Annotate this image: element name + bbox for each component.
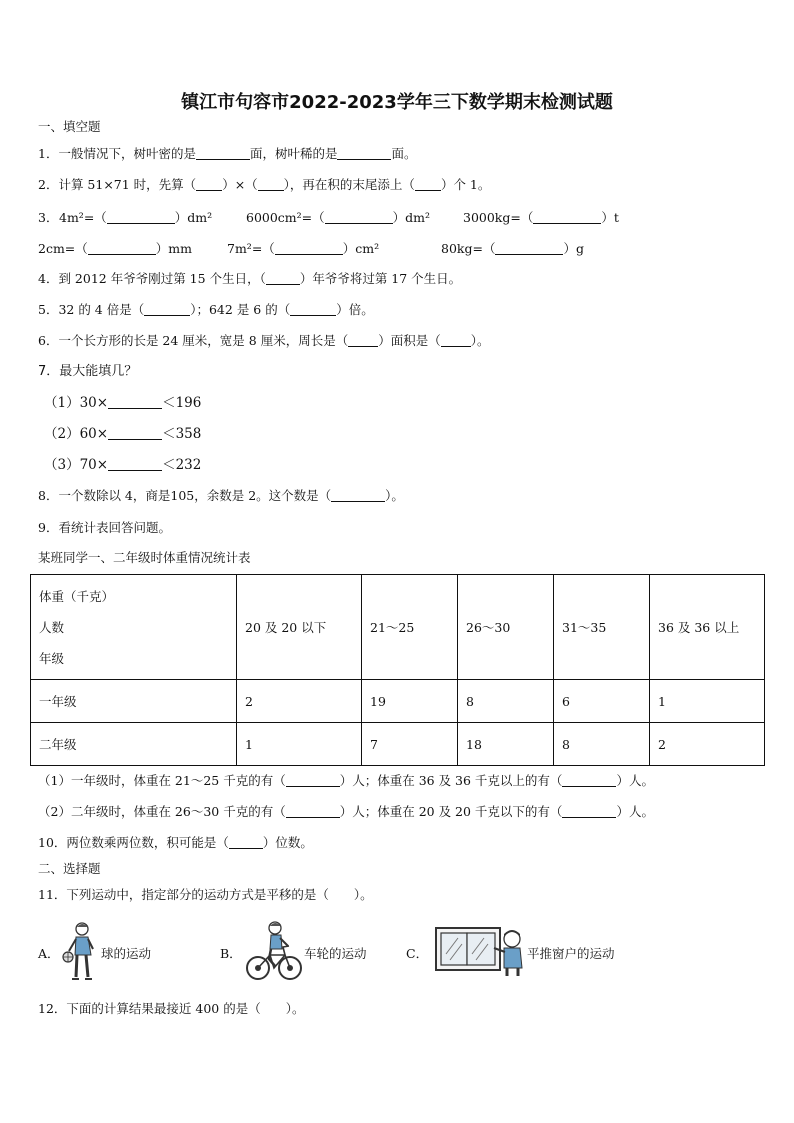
q3-item-pre: 3000kg=（ — [463, 210, 534, 225]
q3-item-post: ）cm² — [342, 241, 380, 256]
answer-blank[interactable] — [415, 178, 441, 191]
q10-text-b: ）位数。 — [262, 835, 313, 850]
q3-item-pre: 6000cm²=（ — [246, 210, 325, 225]
answer-blank[interactable] — [337, 147, 391, 160]
question-8 — [38, 488, 404, 504]
q3-item-pre: 2cm=（ — [38, 241, 88, 256]
q3-item-5 — [227, 239, 379, 257]
option-b-text: 车轮的运动 — [304, 946, 367, 961]
q1-text-b: 面，树叶稀的是 — [249, 146, 338, 161]
q2-text-d: ）个 1。 — [440, 177, 491, 192]
q3-item-6 — [441, 239, 584, 257]
column-header: 20 及 20 以下 — [237, 575, 362, 680]
boy-pushing-window-icon — [434, 924, 526, 976]
q7-item-post: ＜196 — [162, 395, 202, 411]
q6-text-b: ）面积是（ — [378, 333, 441, 348]
answer-blank[interactable] — [533, 211, 601, 224]
q7-item-2 — [44, 426, 201, 442]
q6-text-a: 6．一个长方形的长是 24 厘米，宽是 8 厘米，周长是（ — [38, 333, 349, 348]
option-c-letter[interactable]: C． — [406, 946, 429, 961]
section-heading-choice: 二、选择题 — [38, 861, 101, 876]
answer-blank[interactable] — [258, 178, 284, 191]
q3-item-post: ）mm — [155, 241, 192, 256]
table-cell: 6 — [554, 680, 650, 723]
table-header-row — [31, 575, 765, 680]
question-11-stem: 11．下列运动中，指定部分的运动方式是平移的是（ ）。 — [38, 887, 373, 902]
q7-item-1 — [44, 395, 201, 411]
column-header: 31～35 — [554, 575, 650, 680]
q3-item-4 — [38, 239, 192, 257]
option-c-text: 平推窗户的运动 — [527, 946, 615, 961]
q10-text-a: 10．两位数乘两位数，积可能是（ — [38, 835, 229, 850]
q9-sub2-text-b: ）人；体重在 20 及 20 千克以下的有（ — [339, 804, 563, 819]
q3-item-pre: 4m²=（ — [59, 210, 107, 225]
option-a-letter[interactable]: A． — [38, 946, 60, 961]
corner-label-count: 人数 — [39, 619, 65, 635]
answer-blank[interactable] — [266, 272, 300, 285]
answer-blank[interactable] — [107, 211, 175, 224]
q2-text-c: ），再在积的末尾添上（ — [283, 177, 415, 192]
answer-blank[interactable] — [229, 836, 263, 849]
question-7-stem: 7．最大能填几？ — [38, 364, 138, 379]
answer-blank[interactable] — [108, 427, 162, 440]
answer-blank[interactable] — [562, 805, 616, 818]
answer-blank[interactable] — [562, 774, 616, 787]
q1-text-a: 1．一般情况下，树叶密的是 — [38, 146, 196, 161]
boy-dribbling-ball-icon — [60, 921, 100, 983]
q7-item-post: ＜232 — [162, 457, 202, 473]
q4-text-a: 4．到 2012 年爷爷刚过第 15 个生日，（ — [38, 271, 266, 286]
answer-blank[interactable] — [196, 147, 250, 160]
q7-item-pre: （2）60× — [44, 426, 109, 442]
answer-blank[interactable] — [196, 178, 222, 191]
option-a-text: 球的运动 — [101, 946, 152, 961]
q2-text-b: ）×（ — [222, 177, 258, 192]
q9-sub2-text-c: ）人。 — [616, 804, 654, 819]
q9-sub1-text-b: ）人；体重在 36 及 36 千克以上的有（ — [339, 773, 563, 788]
q9-subquestion-1 — [38, 773, 654, 789]
q3-item-post: ）g — [563, 241, 584, 256]
q9-subquestion-2 — [38, 804, 654, 820]
answer-blank[interactable] — [275, 242, 343, 255]
row-label: 一年级 — [31, 680, 237, 723]
q9-sub1-text-a: （1）一年级时，体重在 21～25 千克的有（ — [38, 773, 286, 788]
table-cell: 19 — [362, 680, 458, 723]
section-heading-fill-in: 一、填空题 — [38, 119, 101, 134]
corner-label-weight: 体重（千克） — [39, 588, 115, 604]
table-row — [31, 680, 765, 723]
q3-item-post: ）t — [601, 210, 619, 225]
table-cell: 2 — [650, 723, 765, 766]
table-row — [31, 723, 765, 766]
q3-item-pre: 7m²=（ — [227, 241, 275, 256]
q7-item-pre: （1）30× — [44, 395, 109, 411]
boy-riding-bicycle-icon — [245, 921, 303, 983]
q3-item-post: ）dm² — [174, 210, 213, 225]
question-1 — [38, 146, 417, 162]
weight-stats-table — [30, 574, 765, 766]
q2-text-a: 2．计算 51×71 时，先算（ — [38, 177, 197, 192]
q7-item-pre: （3）70× — [44, 457, 109, 473]
answer-blank[interactable] — [286, 805, 340, 818]
q9-sub1-text-c: ）人。 — [616, 773, 654, 788]
q3-item-2 — [246, 208, 430, 226]
answer-blank[interactable] — [495, 242, 563, 255]
answer-blank[interactable] — [88, 242, 156, 255]
q8-text-b: ）。 — [385, 488, 404, 503]
q9-sub2-text-a: （2）二年级时，体重在 26～30 千克的有（ — [38, 804, 286, 819]
table-caption: 某班同学一、二年级时体重情况统计表 — [38, 550, 251, 565]
answer-blank[interactable] — [290, 303, 336, 316]
table-cell: 2 — [237, 680, 362, 723]
table-cell: 18 — [458, 723, 554, 766]
q8-text-a: 8．一个数除以 4，商是105，余数是 2。这个数是（ — [38, 488, 332, 503]
page-title: 镇江市句容市2022-2023学年三下数学期末检测试题 — [181, 92, 613, 113]
table-cell: 1 — [237, 723, 362, 766]
q7-item-post: ＜358 — [162, 426, 202, 442]
answer-blank[interactable] — [441, 334, 471, 347]
row-label: 二年级 — [31, 723, 237, 766]
q1-text-c: 面。 — [391, 146, 417, 161]
question-10 — [38, 835, 313, 851]
answer-blank[interactable] — [325, 211, 393, 224]
table-cell: 8 — [458, 680, 554, 723]
answer-blank[interactable] — [286, 774, 340, 787]
q3-item-pre: 80kg=（ — [441, 241, 496, 256]
question-4 — [38, 271, 461, 287]
question-2 — [38, 177, 490, 193]
table-cell: 8 — [554, 723, 650, 766]
question-5 — [38, 302, 374, 318]
question-6 — [38, 333, 490, 349]
question-12: 12．下面的计算结果最接近 400 的是（ ）。 — [38, 1001, 305, 1016]
answer-blank[interactable] — [331, 489, 385, 502]
column-header: 36 及 36 以上 — [650, 575, 765, 680]
answer-blank[interactable] — [348, 334, 378, 347]
q3-item-post: ）dm² — [392, 210, 431, 225]
column-header: 26～30 — [458, 575, 554, 680]
column-header: 21～25 — [362, 575, 458, 680]
table-cell: 7 — [362, 723, 458, 766]
q7-item-3 — [44, 457, 201, 473]
option-b-letter[interactable]: B． — [220, 946, 242, 961]
table-corner-cell — [31, 575, 237, 680]
q5-text-c: ）倍。 — [336, 302, 374, 317]
table-cell: 1 — [650, 680, 765, 723]
q6-text-c: ）。 — [470, 333, 490, 348]
answer-blank[interactable] — [108, 396, 162, 409]
q3-item-1 — [59, 208, 212, 226]
q5-text-a: 5．32 的 4 倍是（ — [38, 302, 145, 317]
answer-blank[interactable] — [144, 303, 190, 316]
q3-item-3 — [463, 208, 619, 226]
question-3-number: 3． — [38, 210, 59, 225]
q4-text-b: ）年爷爷将过第 17 个生日。 — [299, 271, 462, 286]
q5-text-b: ）；642 是 6 的（ — [190, 302, 291, 317]
corner-label-grade: 年级 — [39, 650, 65, 666]
answer-blank[interactable] — [108, 458, 162, 471]
question-9-stem: 9．看统计表回答问题。 — [38, 520, 171, 535]
